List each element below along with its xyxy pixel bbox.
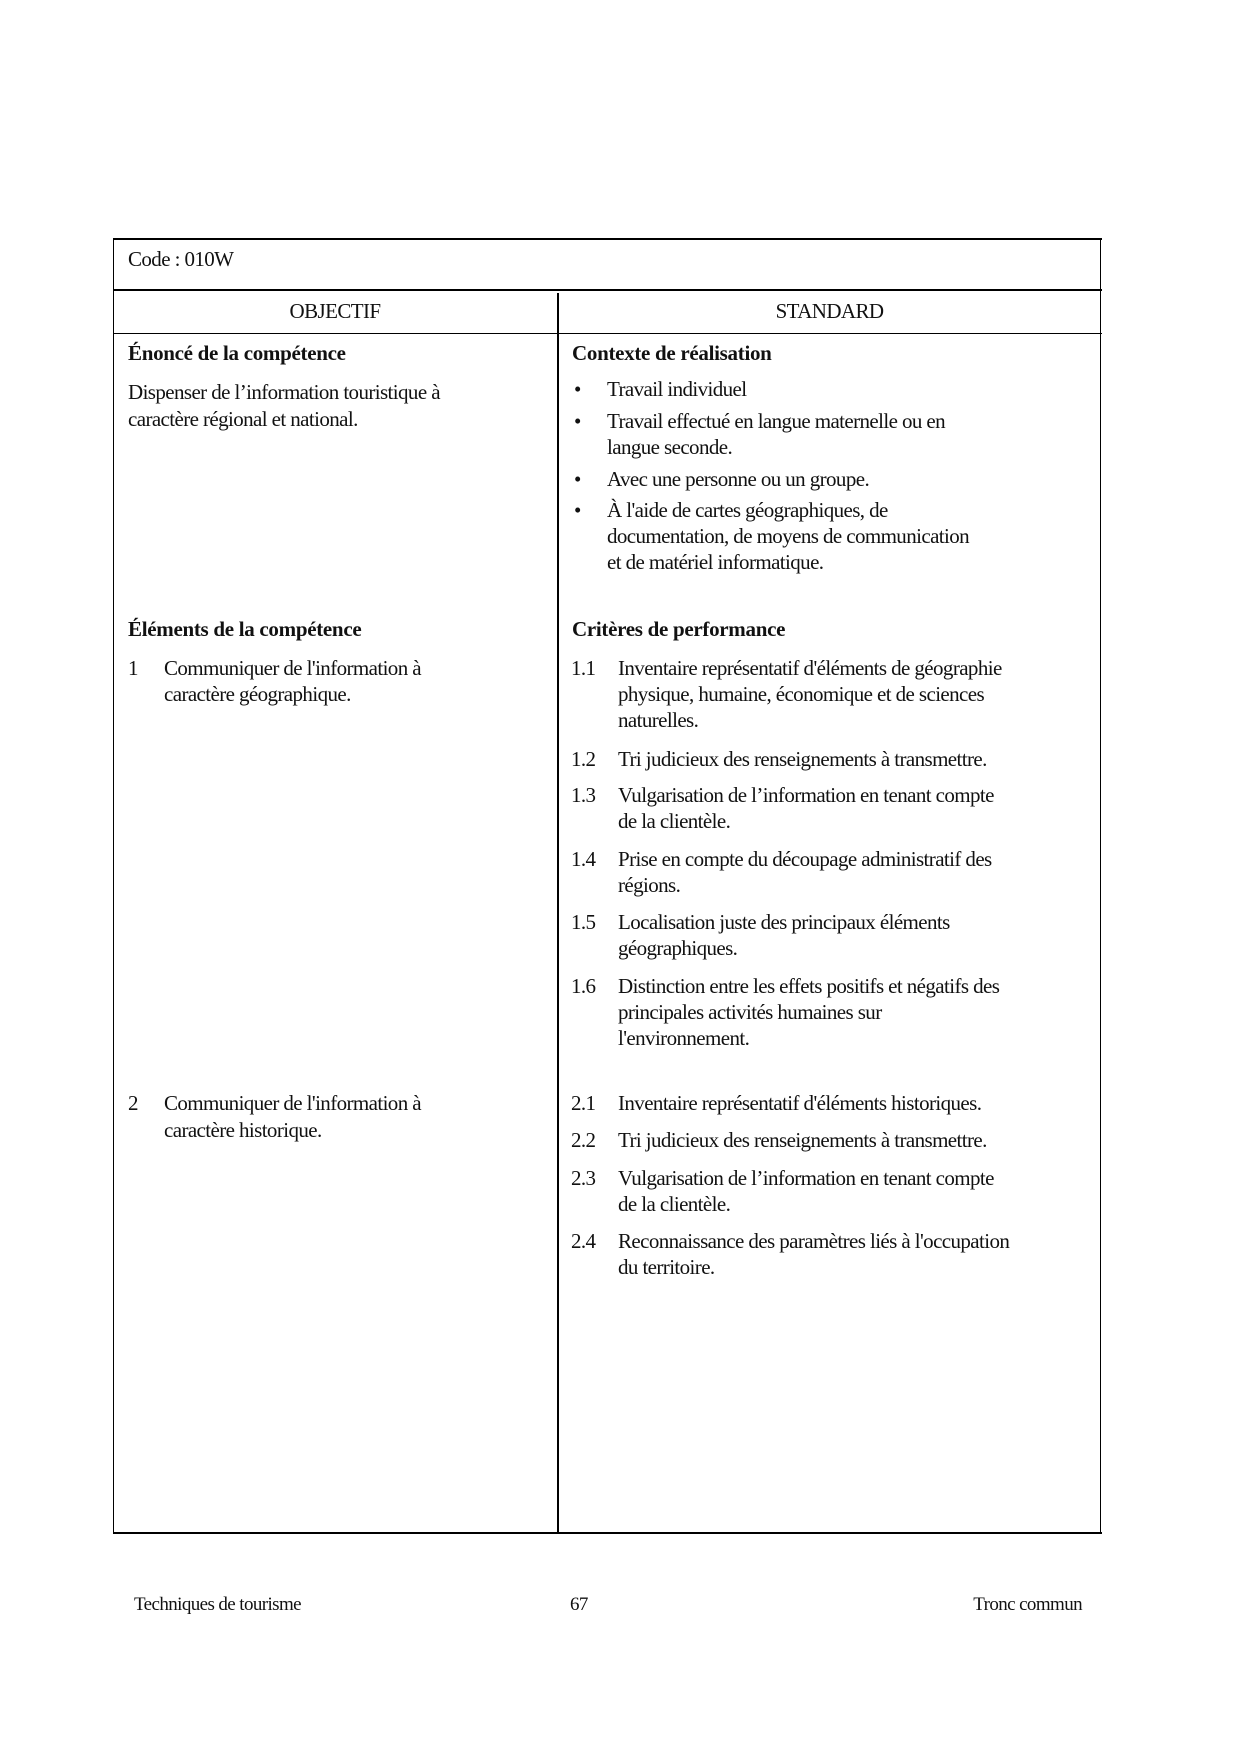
bullet-icon: •: [574, 409, 581, 433]
bullet-icon: •: [574, 377, 581, 401]
critere-line: Tri judicieux des renseignements à transmettre.: [618, 747, 987, 771]
page-number: 67: [570, 1594, 588, 1615]
footer-program: Techniques de tourisme: [134, 1594, 301, 1615]
bullet-icon: •: [574, 498, 581, 522]
contexte-item-line: Avec une personne ou un groupe.: [607, 467, 870, 491]
contexte-item-line: Travail effectué en langue maternelle ou en: [607, 409, 946, 433]
contexte-item-line: À l'aide de cartes géographiques, de: [607, 498, 888, 522]
element-number: 2: [128, 1091, 138, 1115]
contexte-item-line: documentation, de moyens de communication: [607, 524, 970, 548]
critere-line: géographiques.: [618, 936, 738, 960]
header-row-divider: [113, 333, 1102, 334]
table-border-right: [1100, 238, 1101, 1534]
critere-number: 2.3: [571, 1166, 596, 1190]
table-border-bottom: [113, 1532, 1102, 1534]
critere-line: de la clientèle.: [618, 809, 731, 833]
critere-line: Inventaire représentatif d'éléments historiques.: [618, 1091, 982, 1115]
code-label: Code : 010W: [128, 247, 234, 271]
contexte-title: Contexte de réalisation: [572, 341, 772, 365]
bullet-icon: •: [574, 467, 581, 491]
code-row-divider: [113, 289, 1102, 291]
critere-number: 1.4: [571, 847, 596, 871]
critere-line: principales activités humaines sur: [618, 1000, 882, 1024]
header-objectif: OBJECTIF: [289, 299, 381, 323]
critere-line: Inventaire représentatif d'éléments de géographie: [618, 656, 1002, 680]
table-border-top: [113, 238, 1102, 240]
critere-line: physique, humaine, économique et de sciences: [618, 682, 985, 706]
critere-number: 1.6: [571, 974, 596, 998]
critere-line: Vulgarisation de l’information en tenant compte: [618, 783, 994, 807]
critere-line: naturelles.: [618, 708, 699, 732]
critere-line: de la clientèle.: [618, 1192, 731, 1216]
critere-number: 2.4: [571, 1229, 596, 1253]
element-line: caractère géographique.: [164, 682, 351, 706]
element-line: Communiquer de l'information à: [164, 656, 421, 680]
element-number: 1: [128, 656, 138, 680]
table-border-left: [113, 238, 114, 1534]
critere-line: l'environnement.: [618, 1026, 750, 1050]
critere-line: Vulgarisation de l’information en tenant compte: [618, 1166, 994, 1190]
enonce-line: Dispenser de l’information touristique à: [128, 380, 440, 404]
header-standard: STANDARD: [775, 299, 884, 323]
critere-line: Tri judicieux des renseignements à transmettre.: [618, 1128, 987, 1152]
critere-line: Distinction entre les effets positifs et négatifs des: [618, 974, 1000, 998]
column-divider: [557, 293, 559, 1534]
contexte-item-line: langue seconde.: [607, 435, 733, 459]
critere-line: Localisation juste des principaux éléments: [618, 910, 950, 934]
element-line: caractère historique.: [164, 1118, 322, 1142]
critere-number: 2.1: [571, 1091, 596, 1115]
critere-line: Prise en compte du découpage administratif des: [618, 847, 992, 871]
criteres-title: Critères de performance: [572, 617, 786, 641]
enonce-title: Énoncé de la compétence: [128, 341, 346, 365]
critere-line: régions.: [618, 873, 681, 897]
critere-number: 1.1: [571, 656, 596, 680]
critere-number: 1.5: [571, 910, 596, 934]
critere-number: 1.3: [571, 783, 596, 807]
critere-line: du territoire.: [618, 1255, 715, 1279]
footer-section: Tronc commun: [973, 1594, 1082, 1615]
elements-title: Éléments de la compétence: [128, 617, 362, 641]
contexte-item-line: Travail individuel: [607, 377, 747, 401]
critere-number: 1.2: [571, 747, 596, 771]
critere-number: 2.2: [571, 1128, 596, 1152]
enonce-line: caractère régional et national.: [128, 407, 358, 431]
contexte-item-line: et de matériel informatique.: [607, 550, 824, 574]
element-line: Communiquer de l'information à: [164, 1091, 421, 1115]
critere-line: Reconnaissance des paramètres liés à l'occupation: [618, 1229, 1010, 1253]
